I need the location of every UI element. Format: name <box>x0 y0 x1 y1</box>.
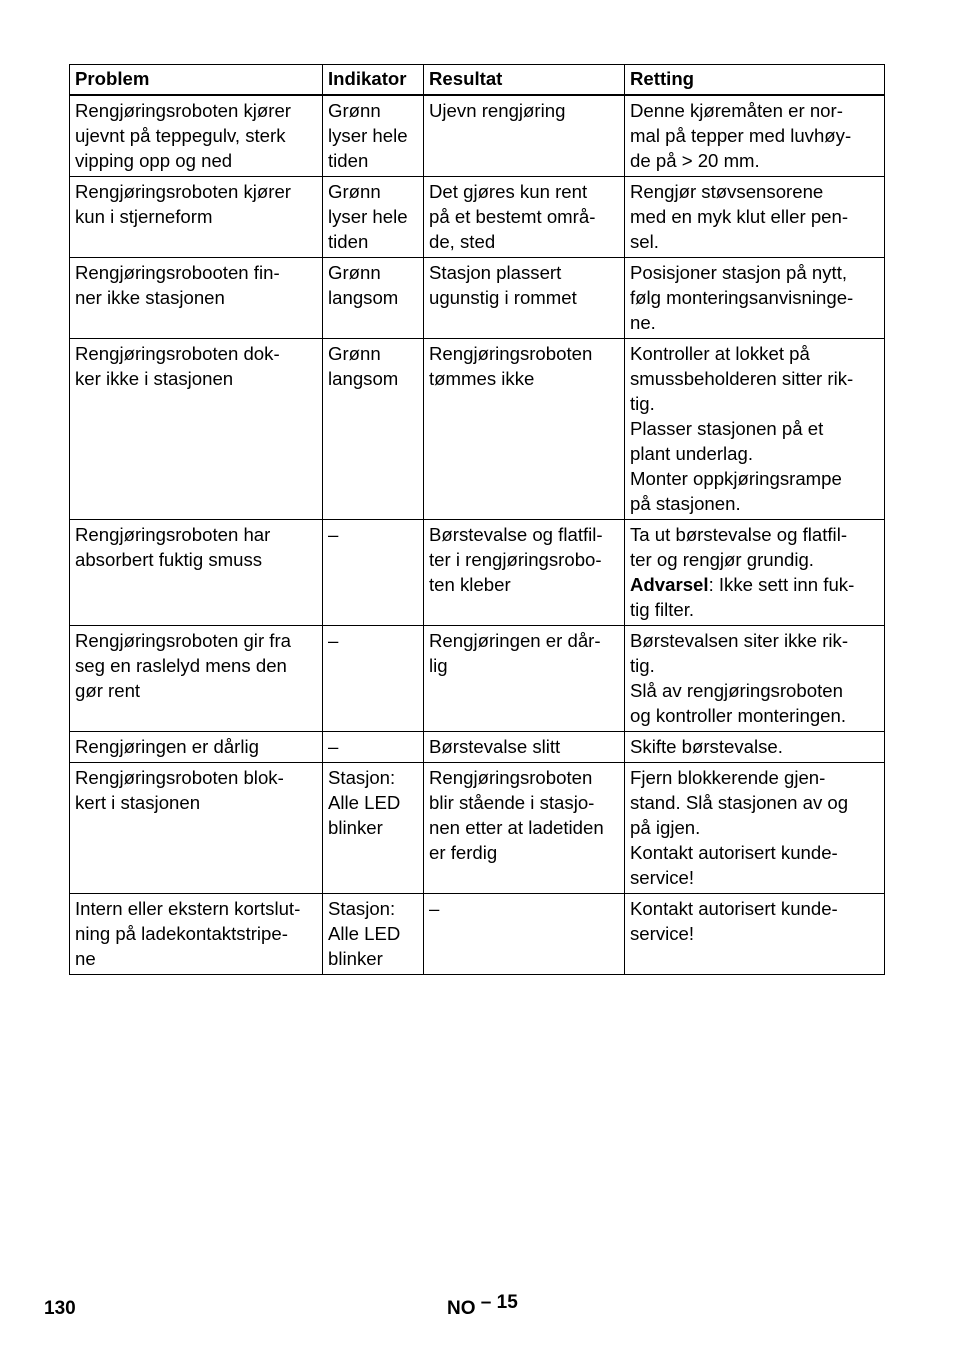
cell-retting <box>625 894 885 975</box>
retting-line: service! <box>630 867 695 888</box>
retting-line: plant underlag. <box>630 443 754 464</box>
page-number: 130 <box>44 1298 76 1319</box>
retting-line: Kontakt autorisert kunde- <box>630 842 838 863</box>
cell-indikator <box>323 95 424 177</box>
resultat-line: tømmes ikke <box>429 368 535 389</box>
cell-problem <box>70 339 323 520</box>
indikator-line: langsom <box>328 368 399 389</box>
resultat-line: ter i rengjøringsrobo- <box>429 549 602 570</box>
section-page-number: – 15 <box>480 1292 518 1313</box>
problem-line: Rengjøringsroboten gir fra <box>75 630 291 651</box>
retting-line: Rengjør støvsensorene <box>630 181 824 202</box>
cell-resultat <box>424 339 625 520</box>
cell-resultat <box>424 177 625 258</box>
cell-indikator <box>323 626 424 732</box>
problem-line: Rengjøringsroboten kjører <box>75 100 291 121</box>
cell-problem <box>70 894 323 975</box>
cell-resultat <box>424 258 625 339</box>
indikator-line: Stasjon: <box>328 898 396 919</box>
indikator-line: Alle LED <box>328 792 401 813</box>
cell-indikator <box>323 258 424 339</box>
retting-line: Slå av rengjøringsroboten <box>630 680 843 701</box>
problem-line: ner ikke stasjonen <box>75 287 225 308</box>
cell-problem <box>70 258 323 339</box>
retting-line: smussbeholderen sitter rik- <box>630 368 854 389</box>
resultat-line: ten kleber <box>429 574 511 595</box>
resultat-line: Ujevn rengjøring <box>429 100 566 121</box>
resultat-line: – <box>429 898 440 919</box>
problem-line: Rengjøringsroboten har <box>75 524 271 545</box>
retting-line: følg monteringsanvisninge- <box>630 287 854 308</box>
cell-resultat <box>424 95 625 177</box>
problem-line: kun i stjerneform <box>75 206 213 227</box>
problem-line: seg en raslelyd mens den <box>75 655 287 676</box>
table-row <box>70 763 885 894</box>
cell-problem <box>70 626 323 732</box>
indikator-line: Grønn <box>328 181 381 202</box>
warning-text: : Ikke sett inn fuk- <box>708 574 855 595</box>
indikator-line: – <box>328 736 339 757</box>
header-indikator: Indikator <box>323 65 424 96</box>
footer-language-label <box>447 1292 518 1320</box>
cell-problem <box>70 732 323 763</box>
problem-line: Rengjøringen er dårlig <box>75 736 259 757</box>
table-row <box>70 339 885 520</box>
indikator-line: – <box>328 630 339 651</box>
header-resultat: Resultat <box>424 65 625 96</box>
retting-line: Plasser stasjonen på et <box>630 418 824 439</box>
resultat-line: lig <box>429 655 448 676</box>
retting-line: service! <box>630 923 695 944</box>
cell-resultat <box>424 894 625 975</box>
indikator-line: lyser hele <box>328 125 408 146</box>
indikator-line: Grønn <box>328 100 381 121</box>
cell-retting <box>625 177 885 258</box>
language-code: NO <box>447 1298 476 1319</box>
table-row <box>70 626 885 732</box>
problem-line: Intern eller ekstern kortslut- <box>75 898 301 919</box>
table-row <box>70 258 885 339</box>
problem-line: ker ikke i stasjonen <box>75 368 234 389</box>
indikator-line: Stasjon: <box>328 767 396 788</box>
retting-line: stand. Slå stasjonen av og <box>630 792 849 813</box>
retting-line: sel. <box>630 231 659 252</box>
retting-line: Kontakt autorisert kunde- <box>630 898 838 919</box>
retting-line: på stasjonen. <box>630 493 741 514</box>
problem-line: ning på ladekontaktstripe- <box>75 923 288 944</box>
retting-line: Monter oppkjøringsrampe <box>630 468 842 489</box>
retting-line: mal på tepper med luvhøy- <box>630 125 852 146</box>
problem-line: ne <box>75 948 96 969</box>
indikator-line: tiden <box>328 231 369 252</box>
resultat-line: Børstevalse og flatfil- <box>429 524 603 545</box>
retting-line: Børstevalsen siter ikke rik- <box>630 630 849 651</box>
problem-line: Rengjøringsrobooten fin- <box>75 262 280 283</box>
resultat-line: de, sted <box>429 231 496 252</box>
table-row <box>70 732 885 763</box>
problem-line: ujevnt på teppegulv, sterk <box>75 125 286 146</box>
indikator-line: Grønn <box>328 343 381 364</box>
resultat-line: er ferdig <box>429 842 498 863</box>
resultat-line: ugunstig i rommet <box>429 287 577 308</box>
problem-line: Rengjøringsroboten blok- <box>75 767 284 788</box>
warning-rest-line: tig filter. <box>630 599 695 620</box>
indikator-line: – <box>328 524 339 545</box>
resultat-line: Rengjøringen er dår- <box>429 630 601 651</box>
resultat-line: nen etter at ladetiden <box>429 817 604 838</box>
cell-retting <box>625 626 885 732</box>
header-retting: Retting <box>625 65 885 96</box>
warning-label: Advarsel <box>630 574 709 595</box>
problem-line: Rengjøringsroboten kjører <box>75 181 291 202</box>
cell-resultat <box>424 626 625 732</box>
problem-line: gør rent <box>75 680 141 701</box>
resultat-line: blir stående i stasjo- <box>429 792 595 813</box>
retting-line: tig. <box>630 393 655 414</box>
resultat-line: Det gjøres kun rent <box>429 181 588 202</box>
cell-indikator <box>323 177 424 258</box>
cell-problem <box>70 177 323 258</box>
retting-line: og kontroller monteringen. <box>630 705 847 726</box>
table-row <box>70 177 885 258</box>
retting-line: Fjern blokkerende gjen- <box>630 767 826 788</box>
table-row <box>70 894 885 975</box>
resultat-line: på et bestemt områ- <box>429 206 596 227</box>
cell-resultat <box>424 520 625 626</box>
indikator-line: Grønn <box>328 262 381 283</box>
cell-resultat <box>424 732 625 763</box>
cell-indikator <box>323 732 424 763</box>
indikator-line: blinker <box>328 817 383 838</box>
retting-line: Ta ut børstevalse og flatfil- <box>630 524 848 545</box>
resultat-line: Børstevalse slitt <box>429 736 561 757</box>
table-row <box>70 520 885 626</box>
resultat-line: Rengjøringsroboten <box>429 343 593 364</box>
retting-line: på igjen. <box>630 817 701 838</box>
cell-indikator <box>323 894 424 975</box>
cell-indikator <box>323 763 424 894</box>
problem-line: vipping opp og ned <box>75 150 233 171</box>
retting-line: ter og rengjør grundig. <box>630 549 814 570</box>
header-problem: Problem <box>70 65 323 96</box>
cell-retting <box>625 339 885 520</box>
cell-indikator <box>323 339 424 520</box>
retting-line: Posisjoner stasjon på nytt, <box>630 262 848 283</box>
table-row <box>70 95 885 177</box>
cell-retting <box>625 732 885 763</box>
indikator-line: tiden <box>328 150 369 171</box>
troubleshooting-table <box>69 64 885 975</box>
indikator-line: Alle LED <box>328 923 401 944</box>
table-header-row <box>70 65 885 96</box>
retting-line: Kontroller at lokket på <box>630 343 810 364</box>
resultat-line: Rengjøringsroboten <box>429 767 593 788</box>
problem-line: Rengjøringsroboten dok- <box>75 343 280 364</box>
resultat-line: Stasjon plassert <box>429 262 562 283</box>
cell-retting <box>625 258 885 339</box>
cell-resultat <box>424 763 625 894</box>
cell-retting <box>625 95 885 177</box>
retting-line: Skifte børstevalse. <box>630 736 783 757</box>
problem-line: kert i stasjonen <box>75 792 201 813</box>
cell-problem <box>70 763 323 894</box>
warning-line <box>630 572 880 597</box>
cell-problem <box>70 520 323 626</box>
cell-problem <box>70 95 323 177</box>
retting-line: Denne kjøremåten er nor- <box>630 100 843 121</box>
indikator-line: lyser hele <box>328 206 408 227</box>
problem-line: absorbert fuktig smuss <box>75 549 263 570</box>
indikator-line: blinker <box>328 948 383 969</box>
cell-indikator <box>323 520 424 626</box>
indikator-line: langsom <box>328 287 399 308</box>
cell-retting <box>625 763 885 894</box>
retting-line: tig. <box>630 655 655 676</box>
cell-retting <box>625 520 885 626</box>
retting-line: de på > 20 mm. <box>630 150 760 171</box>
retting-line: ne. <box>630 312 656 333</box>
retting-line: med en myk klut eller pen- <box>630 206 849 227</box>
